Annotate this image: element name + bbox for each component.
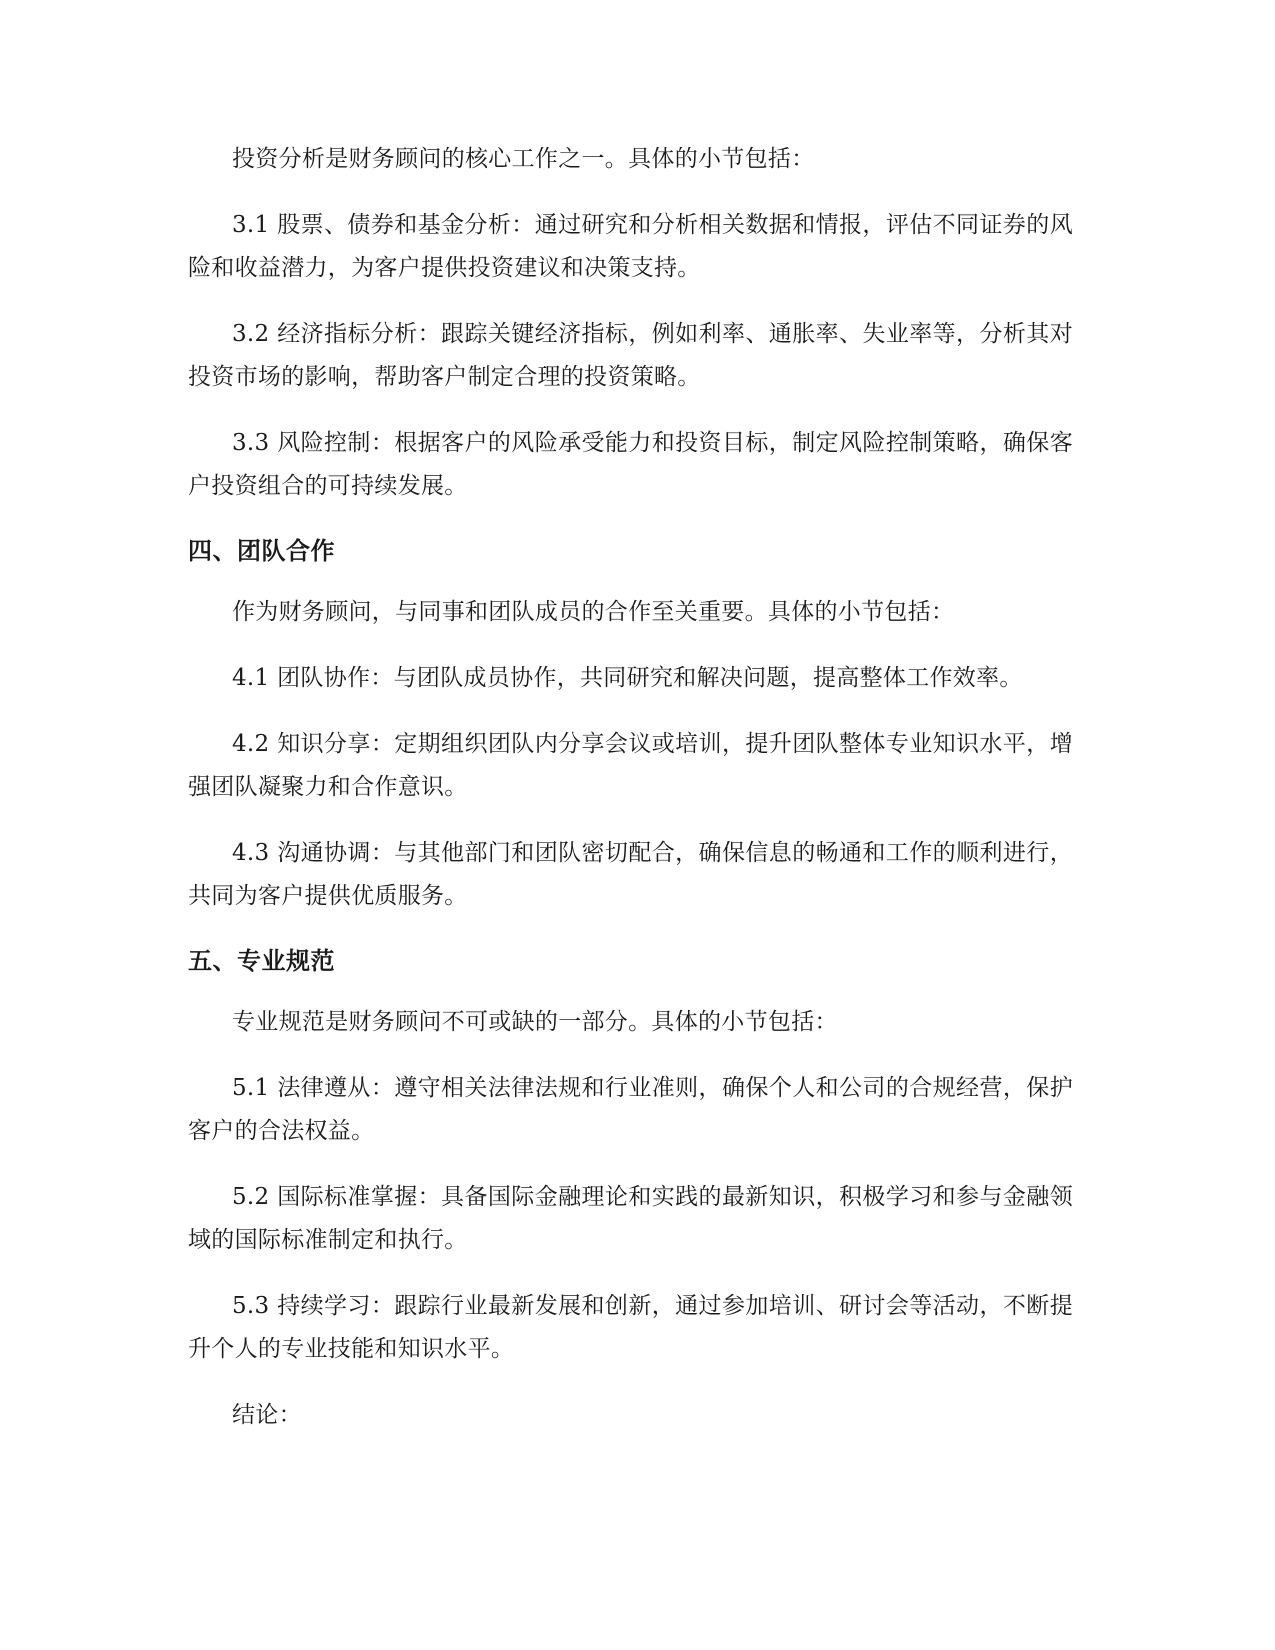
document-page [188,138,1073,1460]
section3-item-2: 3.2 经济指标分析：跟踪关键经济指标，例如利率、通胀率、失业率等，分析其对投资市场的影响，帮助客户制定合理的投资策略。 [188,321,1073,390]
section5-item-3: 5.3 持续学习：跟踪行业最新发展和创新，通过参加培训、研讨会等活动，不断提升个人的专业技能和知识水平。 [188,1293,1073,1362]
section3-item-3: 3.3 风险控制：根据客户的风险承受能力和投资目标，制定风险控制策略，确保客户投资组合的可持续发展。 [188,430,1073,499]
section4-intro: 作为财务顾问，与同事和团队成员的合作至关重要。具体的小节包括： [232,599,955,625]
section5-heading: 五、专业规范 [188,947,335,975]
conclusion-label: 结论： [232,1402,302,1428]
section5-item-2: 5.2 国际标准掌握：具备国际金融理论和实践的最新知识，积极学习和参与金融领域的国际标准制定和执行。 [188,1184,1073,1253]
section4-item-1: 4.1 团队协作：与团队成员协作，共同研究和解决问题，提高整体工作效率。 [232,665,1023,691]
section4-heading: 四、团队合作 [188,537,335,565]
section3-item-1: 3.1 股票、债券和基金分析：通过研究和分析相关数据和情报，评估不同证券的风险和收益潜力，为客户提供投资建议和决策支持。 [188,212,1073,281]
section3-intro: 投资分析是财务顾问的核心工作之一。具体的小节包括： [232,146,815,172]
section4-item-3: 4.3 沟通协调：与其他部门和团队密切配合，确保信息的畅通和工作的顺利进行，共同为客户提供优质服务。 [188,840,1073,909]
section5-intro: 专业规范是财务顾问不可或缺的一部分。具体的小节包括： [232,1009,838,1035]
section4-item-2: 4.2 知识分享：定期组织团队内分享会议或培训，提升团队整体专业知识水平，增强团队凝聚力和合作意识。 [188,731,1073,800]
section5-item-1: 5.1 法律遵从：遵守相关法律法规和行业准则，确保个人和公司的合规经营，保护客户的合法权益。 [188,1075,1073,1144]
